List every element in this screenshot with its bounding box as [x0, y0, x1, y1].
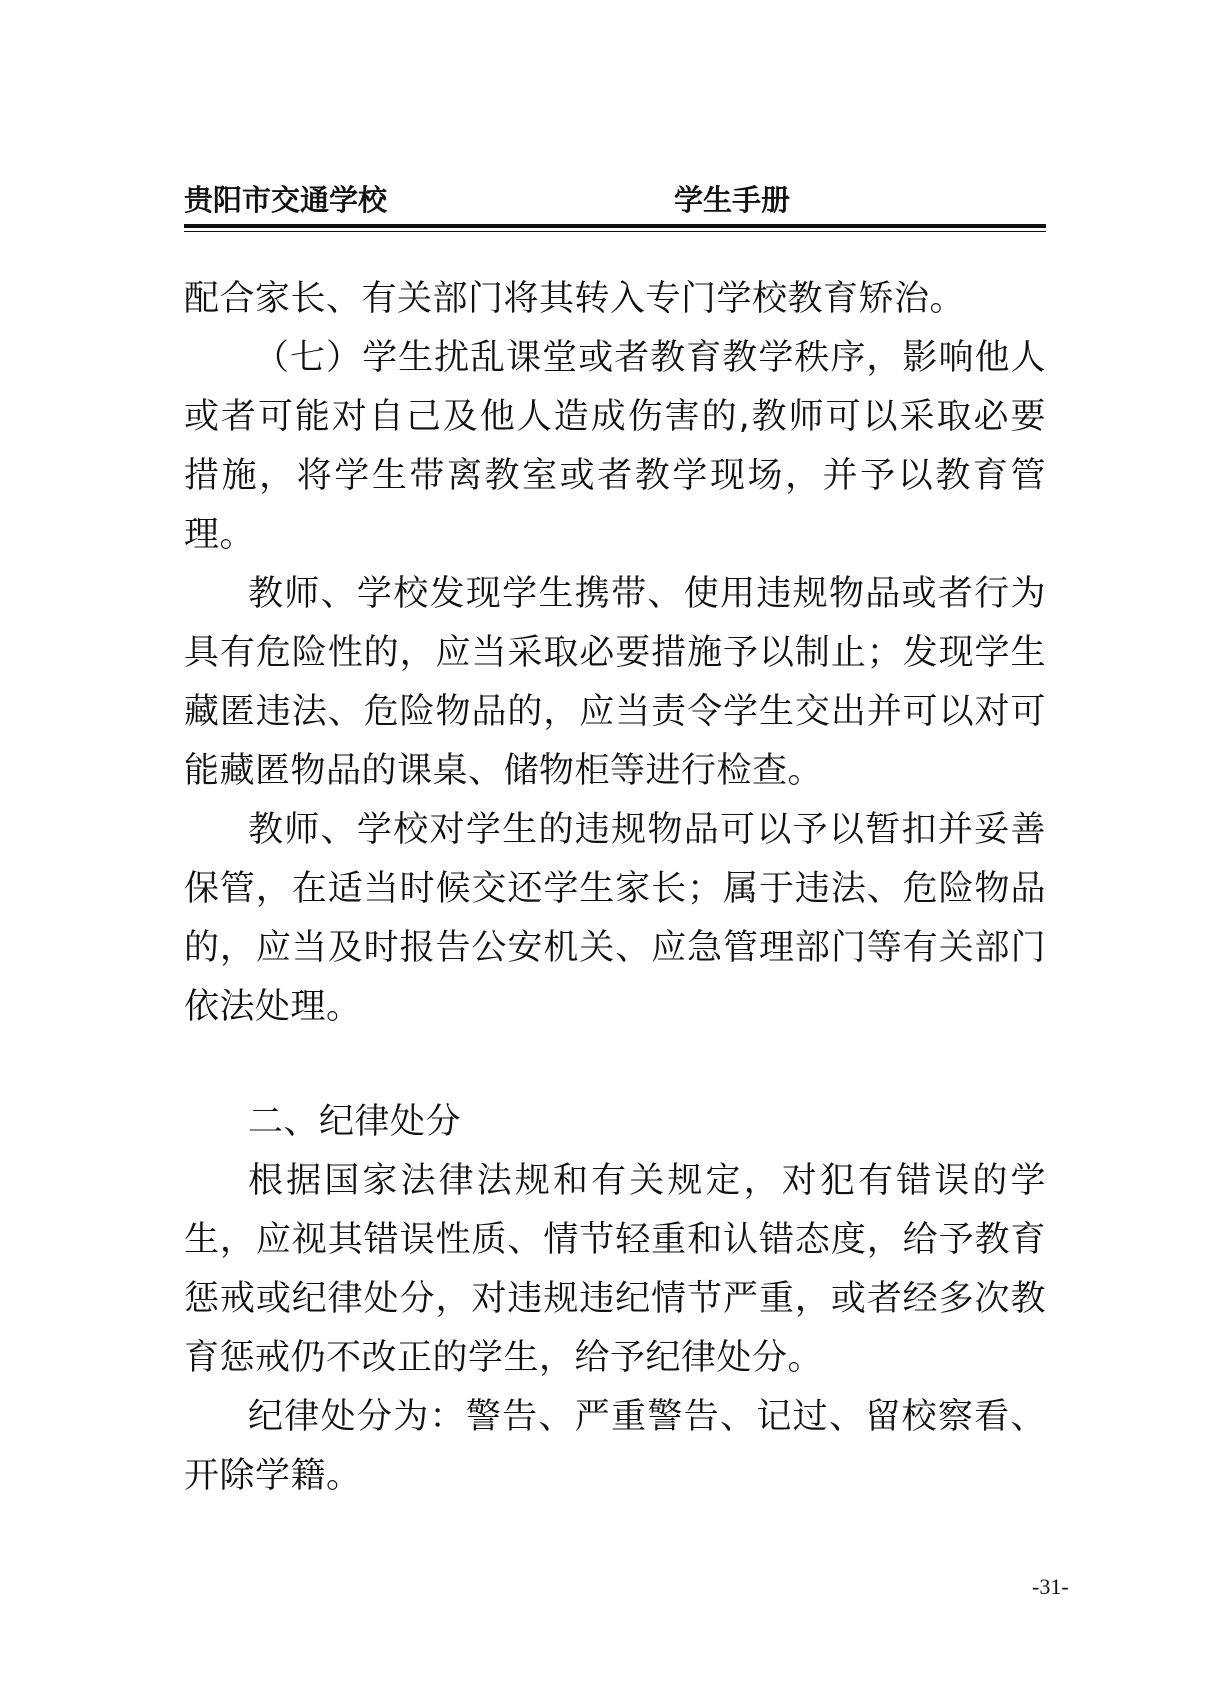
school-name: 贵阳市交通学校: [184, 183, 388, 217]
page-number: -31-: [1032, 1574, 1069, 1599]
paragraph-discipline-types: 纪律处分为：警告、严重警告、记过、留校察看、开除学籍。: [184, 1397, 1046, 1496]
paragraph-confiscation: 教师、学校对学生的违规物品可以予以暂扣并妥善保管，在适当时候交还学生家长；属于违法、危险物品的，应当及时报告公安机关、应急管理部门等有关部门依法处理。: [184, 810, 1046, 1027]
paragraph-continuation: 配合家长、有关部门将其转入专门学校教育矫治。: [184, 279, 966, 319]
paragraph-prohibited-items: 教师、学校发现学生携带、使用违规物品或者行为具有危险性的，应当采取必要措施予以制止；发现学生藏匿违法、危险物品的，应当责令学生交出并可以对可能藏匿物品的课桌、储物柜等进行检查。: [184, 574, 1046, 791]
paragraph-item-seven: （七）学生扰乱课堂或者教育教学秩序，影响他人或者可能对自己及他人造成伤害的,教师可以采取必要措施，将学生带离教室或者教学现场，并予以教育管理。: [184, 338, 1046, 555]
section-spacer: [184, 1037, 1046, 1093]
handbook-title: 学生手册: [674, 183, 791, 217]
header-rule-thin: [184, 231, 1046, 232]
section-heading: 二、纪律处分: [248, 1102, 462, 1142]
paragraph-discipline-basis: 根据国家法律法规和有关规定，对犯有错误的学生，应视其错误性质、情节轻重和认错态度，给予教育惩戒或纪律处分，对违规违纪情节严重，或者经多次教育惩戒仍不改正的学生，给予纪律处分。: [184, 1161, 1046, 1378]
header-rule-thick: [184, 224, 1046, 228]
page-header: [184, 180, 1046, 226]
page-body: [184, 270, 1046, 1506]
